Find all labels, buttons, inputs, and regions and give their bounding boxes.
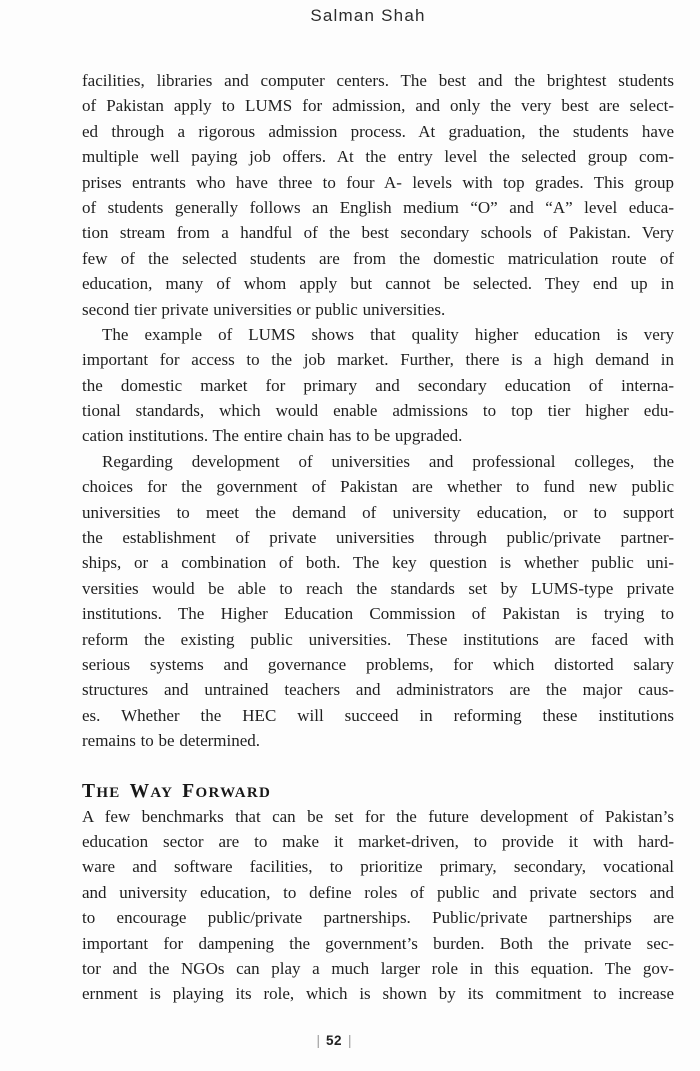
paragraph bbox=[82, 68, 674, 322]
paragraph bbox=[82, 449, 674, 754]
page-footer bbox=[310, 1032, 357, 1050]
text-line: second tier private universities or public universities. bbox=[82, 299, 446, 319]
text-line: of Pakistan apply to LUMS for admission, and only the very best are select- bbox=[82, 96, 674, 116]
text-line: of students generally follows an English medium “O” and “A” level educa- bbox=[82, 197, 674, 217]
paragraph bbox=[82, 804, 674, 1007]
text-line: ed through a rigorous admission process. At graduation, the students have bbox=[82, 121, 674, 141]
text-line: education, many of whom apply but cannot be selected. They end up in bbox=[82, 274, 674, 294]
text-line: the establishment of private universities through public/private partner- bbox=[82, 528, 674, 548]
text-line: important for access to the job market. Further, there is a high demand in bbox=[82, 350, 674, 370]
text-line: universities to meet the demand of university education, or to support bbox=[82, 502, 674, 522]
text-line: remains to be determined. bbox=[82, 731, 261, 751]
text-line: ships, or a combination of both. The key question is whether public uni- bbox=[82, 553, 674, 573]
text-line: ernment is playing its role, which is shown by its commitment to increase bbox=[82, 984, 674, 1004]
text-line: important for dampening the government’s burden. Both the private sec- bbox=[82, 933, 674, 953]
paragraph bbox=[82, 322, 674, 449]
text-line: tional standards, which would enable admissions to top tier higher edu- bbox=[82, 401, 674, 421]
text-line: The example of LUMS shows that quality higher education is very bbox=[102, 324, 674, 344]
text-line: prises entrants who have three to four A- levels with top grades. This group bbox=[82, 172, 674, 192]
section-heading-word: WAY bbox=[129, 780, 174, 802]
text-line: tor and the NGOs can play a much larger role in this equation. The gov- bbox=[82, 958, 674, 978]
text-line: facilities, libraries and computer centers. The best and the brightest students bbox=[82, 71, 674, 90]
page-number: 52 bbox=[325, 1033, 343, 1048]
text-line: es. Whether the HEC will succeed in reforming these institutions bbox=[82, 705, 674, 725]
text-line: A few benchmarks that can be set for the future development of Pakistan’s bbox=[82, 806, 674, 826]
text-line: few of the selected students are from the domestic matriculation route of bbox=[82, 248, 674, 268]
text-line: and university education, to define roles of public and private sectors and bbox=[82, 882, 674, 902]
page-body-text bbox=[82, 68, 674, 1007]
text-line: serious systems and governance problems, for which distorted salary bbox=[82, 654, 674, 674]
footer-bar-right: | bbox=[348, 1033, 352, 1048]
section-heading-word: FORWARD bbox=[182, 780, 272, 802]
text-line: choices for the government of Pakistan are whether to fund new public bbox=[82, 477, 674, 497]
text-line: Regarding development of universities and professional colleges, the bbox=[102, 451, 674, 471]
text-line: education sector are to make it market-driven, to provide it with hard- bbox=[82, 831, 674, 851]
text-line: structures and untrained teachers and administrators are the major caus- bbox=[82, 680, 674, 700]
text-line: ware and software facilities, to prioritize primary, secondary, vocational bbox=[82, 857, 674, 877]
section-heading-word: THE bbox=[82, 780, 121, 802]
text-line: multiple well paying job offers. At the entry level the selected group com- bbox=[82, 147, 674, 167]
text-line: to encourage public/private partnerships. Public/private partnerships are bbox=[82, 908, 674, 928]
running-header-author: Salman Shah bbox=[310, 6, 426, 25]
text-line: tion stream from a handful of the best secondary schools of Pakistan. Very bbox=[82, 223, 674, 243]
footer-bar-left: | bbox=[316, 1033, 320, 1048]
text-line: versities would be able to reach the standards set by LUMS-type private bbox=[82, 578, 674, 598]
section-heading bbox=[82, 780, 674, 804]
text-line: the domestic market for primary and secondary education of interna- bbox=[82, 375, 674, 395]
text-line: reform the existing public universities. These institutions are faced with bbox=[82, 629, 674, 649]
text-line: institutions. The Higher Education Commission of Pakistan is trying to bbox=[82, 604, 674, 624]
text-line: cation institutions. The entire chain has to be upgraded. bbox=[82, 426, 463, 446]
